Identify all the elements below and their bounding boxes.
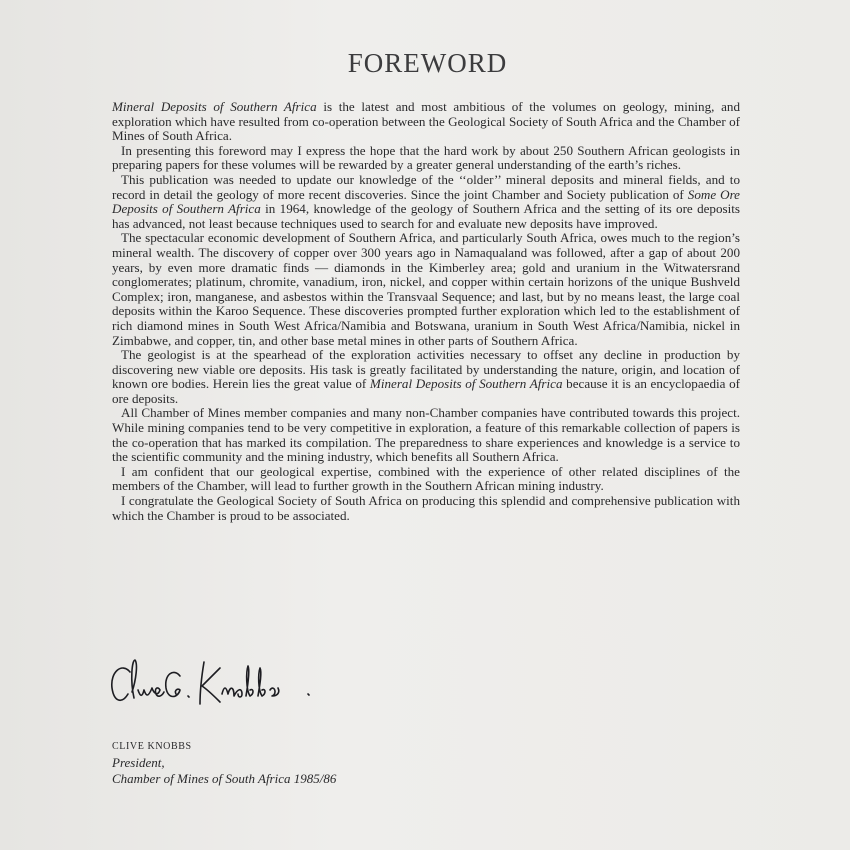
paragraph-7: I am confident that our geological expertise, combined with the experience of other related disciplines of the members of the Chamber, will lead to further growth in the Southern African mining industry. — [112, 463, 740, 494]
paragraph-3-text-b: in 1964, knowledge of the geology of Southern Africa and the setting of its ore deposits has advanced, not least because techniques used to search for and evaluate new deposits have improved. — [112, 201, 740, 231]
paragraph-6: All Chamber of Mines member companies and many non-Chamber companies have contributed towards this project. While mining companies tend to be very competitive in exploration, a feature of this remarkable collection of papers is the co-operation that has marked its compilation. The preparedness to share experiences and knowledge is a service to the scientific community and the mining industry, which benefits all Southern Africa. — [112, 405, 740, 465]
paragraph-8: I congratulate the Geological Society of South Africa on producing this splendid and comprehensive publication with which the Chamber is proud to be associated. — [112, 493, 740, 523]
foreword-body — [112, 100, 740, 523]
paragraph-3-text-a: This publication was needed to update our knowledge of the ‘‘older’’ mineral deposits and mineral fields, and to record in detail the geology of more recent discoveries. Since the joint Chamber and Society publication of — [112, 171, 740, 202]
signer-role: President, — [112, 755, 165, 770]
book-title-italic: Mineral Deposits of Southern Africa — [112, 99, 317, 114]
paragraph-3 — [112, 173, 740, 231]
paragraph-2: In presenting this foreword may I express the hope that the hard work by about 250 Southern African geologists in preparing papers for these volumes will be rewarded by a greater general understanding of the earth’s riches. — [112, 142, 740, 173]
earlier-book-title-italic: Some Ore Deposits of Southern Africa — [112, 186, 740, 217]
handwritten-signature — [108, 650, 328, 720]
paragraph-5 — [112, 348, 740, 406]
paragraph-1 — [112, 100, 740, 144]
paragraph-5-text-b: because it is an encyclopaedia of ore deposits. — [112, 376, 740, 406]
book-title-italic: Mineral Deposits of Southern Africa — [369, 376, 563, 392]
paragraph-1-text: is the latest and most ambitious of the volumes on geology, mining, and exploration which have resulted from co-operation between the Geological Society of South Africa and the Chamber of Mines of South Africa. — [112, 99, 740, 144]
signer-organization: Chamber of Mines of South Africa 1985/86 — [112, 771, 337, 786]
signer-name: CLIVE KNOBBS — [112, 741, 192, 752]
paragraph-4: The spectacular economic development of Southern Africa, and particularly South Africa, owes much to the region’s mineral wealth. The discovery of copper over 300 years ago in Namaqualand was followed, after a gap of about 200 years, by even more dramatic finds — diamonds in the Kimberley area; gold and uranium in the Witwatersrand conglomerates; platinum, chromite, vanadium, iron, nickel, and copper within certain horizons of the unique Bushveld Complex; iron, manganese, and asbestos within the Transvaal Sequence; and last, but by no means least, the large coal deposits within the Karoo Sequence. These discoveries prompted further exploration which led to the establishment of rich diamond mines in South West Africa/Namibia and Botswana, uranium in South West Africa/Namibia, nickel in Zimbabwe, and copper, tin, and other base metal mines in other parts of Southern Africa. — [112, 230, 740, 348]
signer-title — [112, 755, 336, 787]
paragraph-5-text-a: The geologist is at the spearhead of the exploration activities necessary to offset any decline in production by discovering new viable ore deposits. His task is greatly facilitated by understanding the nature, origin, and location of known ore bodies. Herein lies the great value of — [112, 347, 740, 392]
page-title: FOREWORD — [347, 48, 508, 78]
